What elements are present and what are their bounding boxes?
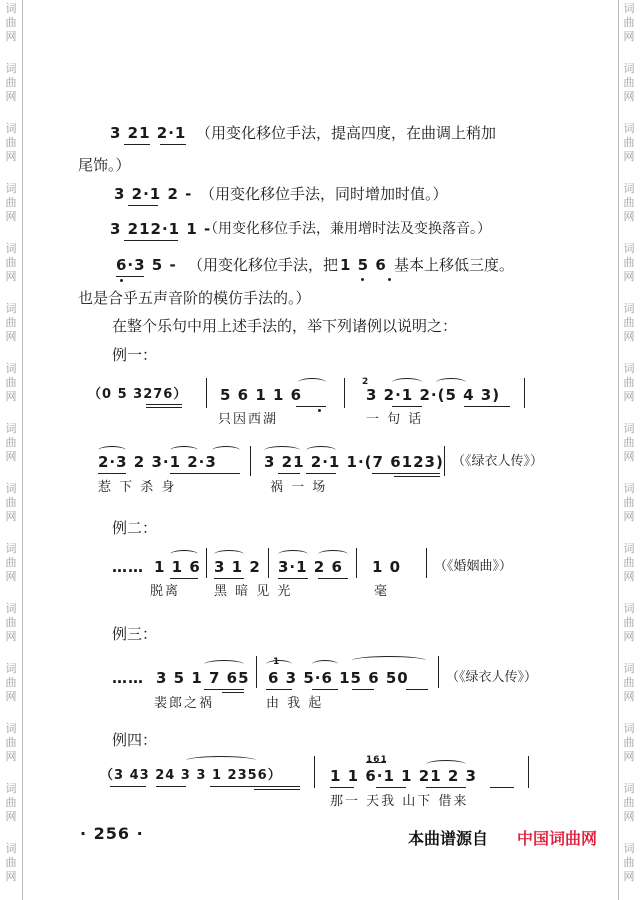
watermark-char: 网 bbox=[5, 150, 17, 163]
slur bbox=[186, 756, 256, 765]
watermark-char: 网 bbox=[623, 810, 635, 823]
watermark-char: 网 bbox=[5, 510, 17, 523]
underline bbox=[214, 578, 244, 579]
note-dot bbox=[120, 279, 123, 282]
watermark-char: 词 bbox=[623, 2, 635, 15]
ex2-m4: 1 0 bbox=[372, 558, 402, 576]
watermark-char: 词 bbox=[5, 782, 17, 795]
slur bbox=[204, 660, 244, 669]
slur bbox=[212, 446, 240, 455]
watermark-char: 曲 bbox=[5, 376, 17, 389]
underline bbox=[318, 578, 348, 579]
ex3-source: （《绿衣人传》） bbox=[446, 670, 538, 685]
underline bbox=[278, 473, 300, 474]
slur bbox=[352, 656, 426, 665]
watermark-char: 曲 bbox=[5, 616, 17, 629]
ex1-line2-lyrics-b: 祸 一 场 bbox=[270, 480, 328, 495]
underline bbox=[116, 276, 144, 277]
underline bbox=[170, 473, 240, 474]
watermark-char: 曲 bbox=[5, 436, 17, 449]
underline bbox=[352, 689, 374, 690]
watermark-char: 曲 bbox=[623, 616, 635, 629]
watermark-char: 网 bbox=[623, 510, 635, 523]
p5-text: 在整个乐句中用上述手法的，举下列诸例以说明之： bbox=[112, 317, 458, 335]
p4-cont: 也是合乎五声音阶的模仿手法的。） bbox=[78, 289, 311, 307]
barline bbox=[444, 446, 445, 476]
watermark-char: 网 bbox=[5, 690, 17, 703]
underline bbox=[128, 205, 158, 206]
ex1-lyrics-b: 一 句 话 bbox=[366, 412, 424, 427]
watermark-char: 曲 bbox=[623, 676, 635, 689]
p3-notes: 3 212·1 1 - bbox=[110, 220, 212, 238]
ex1-m2: 3 2·1 2·(5 4 3) bbox=[366, 386, 501, 404]
watermark-char: 曲 bbox=[5, 256, 17, 269]
watermark-char: 词 bbox=[623, 182, 635, 195]
watermark-char: 词 bbox=[623, 722, 635, 735]
watermark-char: 词 bbox=[623, 422, 635, 435]
watermark-char: 词 bbox=[623, 242, 635, 255]
ex3-grace: 1 bbox=[273, 657, 281, 667]
ex3-m2: 6 3 5·6 15 6 50 bbox=[268, 669, 409, 687]
watermark-char: 网 bbox=[5, 870, 17, 883]
p4-inline-notes: 1 5 6 bbox=[340, 256, 387, 274]
slur bbox=[170, 446, 198, 455]
p4-notes: 6·3 5 - bbox=[116, 256, 177, 274]
barline bbox=[524, 378, 525, 408]
ex1-source: （《绿衣人传》） bbox=[452, 454, 544, 469]
ex4-lyrics: 那一 天我 山下 借来 bbox=[330, 794, 469, 809]
underline bbox=[170, 578, 198, 579]
note-dot bbox=[388, 278, 391, 281]
ex3-m1: 3 5 1 7 65 bbox=[156, 669, 250, 687]
watermark-char: 词 bbox=[623, 542, 635, 555]
ex4-intro: （3 43 24 3 3 1 2356） bbox=[100, 768, 282, 783]
underline bbox=[110, 786, 146, 787]
underline bbox=[204, 689, 244, 690]
watermark-char: 词 bbox=[5, 542, 17, 555]
example4-label: 例四： bbox=[112, 731, 158, 749]
watermark-char: 网 bbox=[623, 570, 635, 583]
p2-notes: 3 2·1 2 - bbox=[114, 185, 193, 203]
underline bbox=[156, 786, 186, 787]
underline bbox=[146, 404, 182, 405]
watermark-char: 网 bbox=[623, 270, 635, 283]
slur bbox=[278, 550, 308, 559]
underline bbox=[254, 789, 300, 790]
underline bbox=[406, 689, 428, 690]
p1-text: （用变化移位手法，提高四度，在曲调上稍加 bbox=[196, 124, 497, 142]
barline bbox=[426, 548, 427, 578]
p4-text-a: （用变化移位手法，把 bbox=[188, 256, 339, 274]
underline bbox=[312, 689, 338, 690]
example1-label: 例一： bbox=[112, 346, 158, 364]
underline bbox=[160, 144, 186, 145]
watermark-char: 词 bbox=[5, 842, 17, 855]
watermark-char: 网 bbox=[5, 450, 17, 463]
watermark-char: 网 bbox=[5, 30, 17, 43]
watermark-char: 词 bbox=[5, 722, 17, 735]
barline bbox=[356, 548, 357, 578]
watermark-char: 词 bbox=[5, 62, 17, 75]
watermark-char: 曲 bbox=[623, 856, 635, 869]
ex1-line2-m1: 2·3 2 3·1 2·3 bbox=[98, 453, 217, 471]
watermark-char: 网 bbox=[5, 570, 17, 583]
underline bbox=[366, 762, 386, 763]
ex2-lyrics-c: 毫 bbox=[374, 584, 390, 599]
ex2-source: （《婚姻曲》） bbox=[434, 559, 513, 574]
source-label: 本曲谱源自 bbox=[408, 829, 489, 848]
ex2-lyrics-b: 黑 暗 见 光 bbox=[214, 584, 293, 599]
watermark-char: 词 bbox=[5, 422, 17, 435]
watermark-char: 网 bbox=[623, 330, 635, 343]
watermark-char: 曲 bbox=[5, 556, 17, 569]
watermark-char: 词 bbox=[623, 842, 635, 855]
watermark-char: 网 bbox=[623, 630, 635, 643]
watermark-char: 曲 bbox=[623, 16, 635, 29]
note-dot bbox=[318, 409, 321, 412]
p1-cont: 尾饰。） bbox=[78, 156, 131, 174]
watermark-char: 词 bbox=[623, 602, 635, 615]
underline bbox=[372, 473, 440, 474]
watermark-char: 网 bbox=[5, 330, 17, 343]
ex2-m3: 3·1 2 6 bbox=[278, 558, 343, 576]
underline bbox=[124, 144, 150, 145]
underline bbox=[254, 786, 300, 787]
watermark-char: 曲 bbox=[5, 316, 17, 329]
site-name[interactable]: 中国词曲网 bbox=[517, 829, 598, 848]
ex1-line2-lyrics-a: 惹 下 杀 身 bbox=[98, 480, 177, 495]
watermark-char: 曲 bbox=[623, 496, 635, 509]
p1-notes: 3 21 2·1 bbox=[110, 124, 187, 142]
left-rule bbox=[22, 0, 23, 900]
underline bbox=[222, 692, 244, 693]
barline bbox=[344, 378, 345, 408]
watermark-char: 曲 bbox=[5, 856, 17, 869]
watermark-char: 词 bbox=[5, 302, 17, 315]
ex3-lead: …… bbox=[112, 669, 144, 687]
watermark-char: 词 bbox=[5, 482, 17, 495]
barline bbox=[438, 656, 439, 688]
watermark-char: 曲 bbox=[5, 136, 17, 149]
watermark-char: 网 bbox=[623, 870, 635, 883]
example2-label: 例二： bbox=[112, 519, 158, 537]
watermark-char: 词 bbox=[5, 122, 17, 135]
watermark-char: 曲 bbox=[623, 256, 635, 269]
p4-text-b: 基本上移低三度。 bbox=[394, 256, 515, 274]
slur bbox=[392, 378, 422, 387]
ex2-m1: 1 1 6 bbox=[154, 558, 201, 576]
watermark-char: 网 bbox=[623, 210, 635, 223]
ex3-lyrics-a: 裴郎之祸 bbox=[154, 696, 215, 711]
underline bbox=[394, 476, 440, 477]
watermark-char: 曲 bbox=[623, 556, 635, 569]
underline bbox=[296, 406, 326, 407]
watermark-char: 词 bbox=[5, 602, 17, 615]
watermark-char: 曲 bbox=[5, 676, 17, 689]
underline bbox=[376, 787, 406, 788]
underline bbox=[266, 689, 292, 690]
watermark-char: 词 bbox=[5, 2, 17, 15]
watermark-char: 网 bbox=[5, 750, 17, 763]
watermark-char: 曲 bbox=[5, 16, 17, 29]
watermark-char: 曲 bbox=[5, 76, 17, 89]
watermark-char: 网 bbox=[623, 450, 635, 463]
slur bbox=[266, 660, 292, 669]
ex1-intro: （0 5 3276） bbox=[88, 387, 188, 402]
watermark-char: 词 bbox=[623, 62, 635, 75]
watermark-char: 网 bbox=[623, 750, 635, 763]
slur bbox=[170, 550, 198, 559]
ex2-lyrics-a: 脱离 bbox=[150, 584, 181, 599]
watermark-char: 网 bbox=[623, 90, 635, 103]
watermark-char: 曲 bbox=[5, 496, 17, 509]
example3-label: 例三： bbox=[112, 625, 158, 643]
watermark-char: 曲 bbox=[623, 436, 635, 449]
watermark-char: 曲 bbox=[5, 736, 17, 749]
watermark-char: 曲 bbox=[5, 796, 17, 809]
slur bbox=[436, 378, 466, 387]
underline bbox=[392, 406, 422, 407]
barline bbox=[268, 548, 269, 578]
watermark-char: 曲 bbox=[5, 196, 17, 209]
watermark-char: 词 bbox=[623, 662, 635, 675]
ex2-lead: …… bbox=[112, 558, 144, 576]
watermark-char: 网 bbox=[623, 390, 635, 403]
barline bbox=[314, 756, 315, 788]
underline bbox=[124, 240, 178, 241]
watermark-char: 词 bbox=[623, 482, 635, 495]
watermark-char: 词 bbox=[5, 182, 17, 195]
underline bbox=[278, 578, 308, 579]
watermark-char: 词 bbox=[623, 122, 635, 135]
barline bbox=[206, 378, 207, 408]
note-dot bbox=[361, 278, 364, 281]
slur bbox=[318, 550, 348, 559]
watermark-char: 曲 bbox=[623, 76, 635, 89]
p2-text: （用变化移位手法，同时增加时值。） bbox=[200, 185, 448, 203]
slur bbox=[426, 760, 466, 769]
underline bbox=[146, 407, 182, 408]
watermark-char: 网 bbox=[5, 390, 17, 403]
page-number: · 256 · bbox=[80, 824, 144, 843]
ex4-grace: 161 bbox=[366, 755, 388, 765]
p3-text: （用变化移位手法，兼用增时法及变换落音。） bbox=[204, 221, 491, 237]
watermark-char: 网 bbox=[5, 270, 17, 283]
ex1-grace: 2 bbox=[362, 377, 370, 387]
underline bbox=[490, 787, 514, 788]
watermark-char: 词 bbox=[5, 362, 17, 375]
underline bbox=[306, 473, 336, 474]
watermark-char: 曲 bbox=[623, 376, 635, 389]
watermark-char: 网 bbox=[5, 630, 17, 643]
slur bbox=[214, 550, 244, 559]
barline bbox=[250, 446, 251, 476]
ex1-m1: 5 6 1 1 6 bbox=[220, 386, 303, 404]
watermark-char: 网 bbox=[5, 810, 17, 823]
ex4-m1: 1 1 6·1 1 21 2 3 bbox=[330, 767, 477, 785]
underline bbox=[426, 787, 466, 788]
slur bbox=[298, 378, 326, 387]
underline bbox=[330, 787, 354, 788]
watermark-char: 网 bbox=[623, 150, 635, 163]
watermark-char: 网 bbox=[5, 90, 17, 103]
ex2-m2: 3 1 2 bbox=[214, 558, 261, 576]
watermark-char: 词 bbox=[623, 782, 635, 795]
ex1-line2-m2: 3 21 2·1 1·(7 6123) bbox=[264, 453, 444, 471]
slur bbox=[312, 660, 338, 669]
ex1-lyrics-a: 只因西湖 bbox=[218, 412, 279, 427]
barline bbox=[256, 656, 257, 688]
watermark-char: 词 bbox=[623, 302, 635, 315]
underline bbox=[98, 473, 126, 474]
barline bbox=[206, 548, 207, 578]
watermark-char: 词 bbox=[5, 242, 17, 255]
watermark-char: 网 bbox=[623, 30, 635, 43]
underline bbox=[464, 406, 510, 407]
watermark-char: 曲 bbox=[623, 136, 635, 149]
watermark-char: 曲 bbox=[623, 796, 635, 809]
watermark-char: 网 bbox=[623, 690, 635, 703]
watermark-char: 曲 bbox=[623, 316, 635, 329]
watermark-char: 曲 bbox=[623, 736, 635, 749]
barline bbox=[528, 756, 529, 788]
watermark-char: 网 bbox=[5, 210, 17, 223]
right-rule bbox=[618, 0, 619, 900]
ex3-lyrics-b: 由 我 起 bbox=[266, 696, 324, 711]
watermark-char: 词 bbox=[623, 362, 635, 375]
watermark-char: 词 bbox=[5, 662, 17, 675]
underline bbox=[210, 786, 260, 787]
watermark-char: 曲 bbox=[623, 196, 635, 209]
